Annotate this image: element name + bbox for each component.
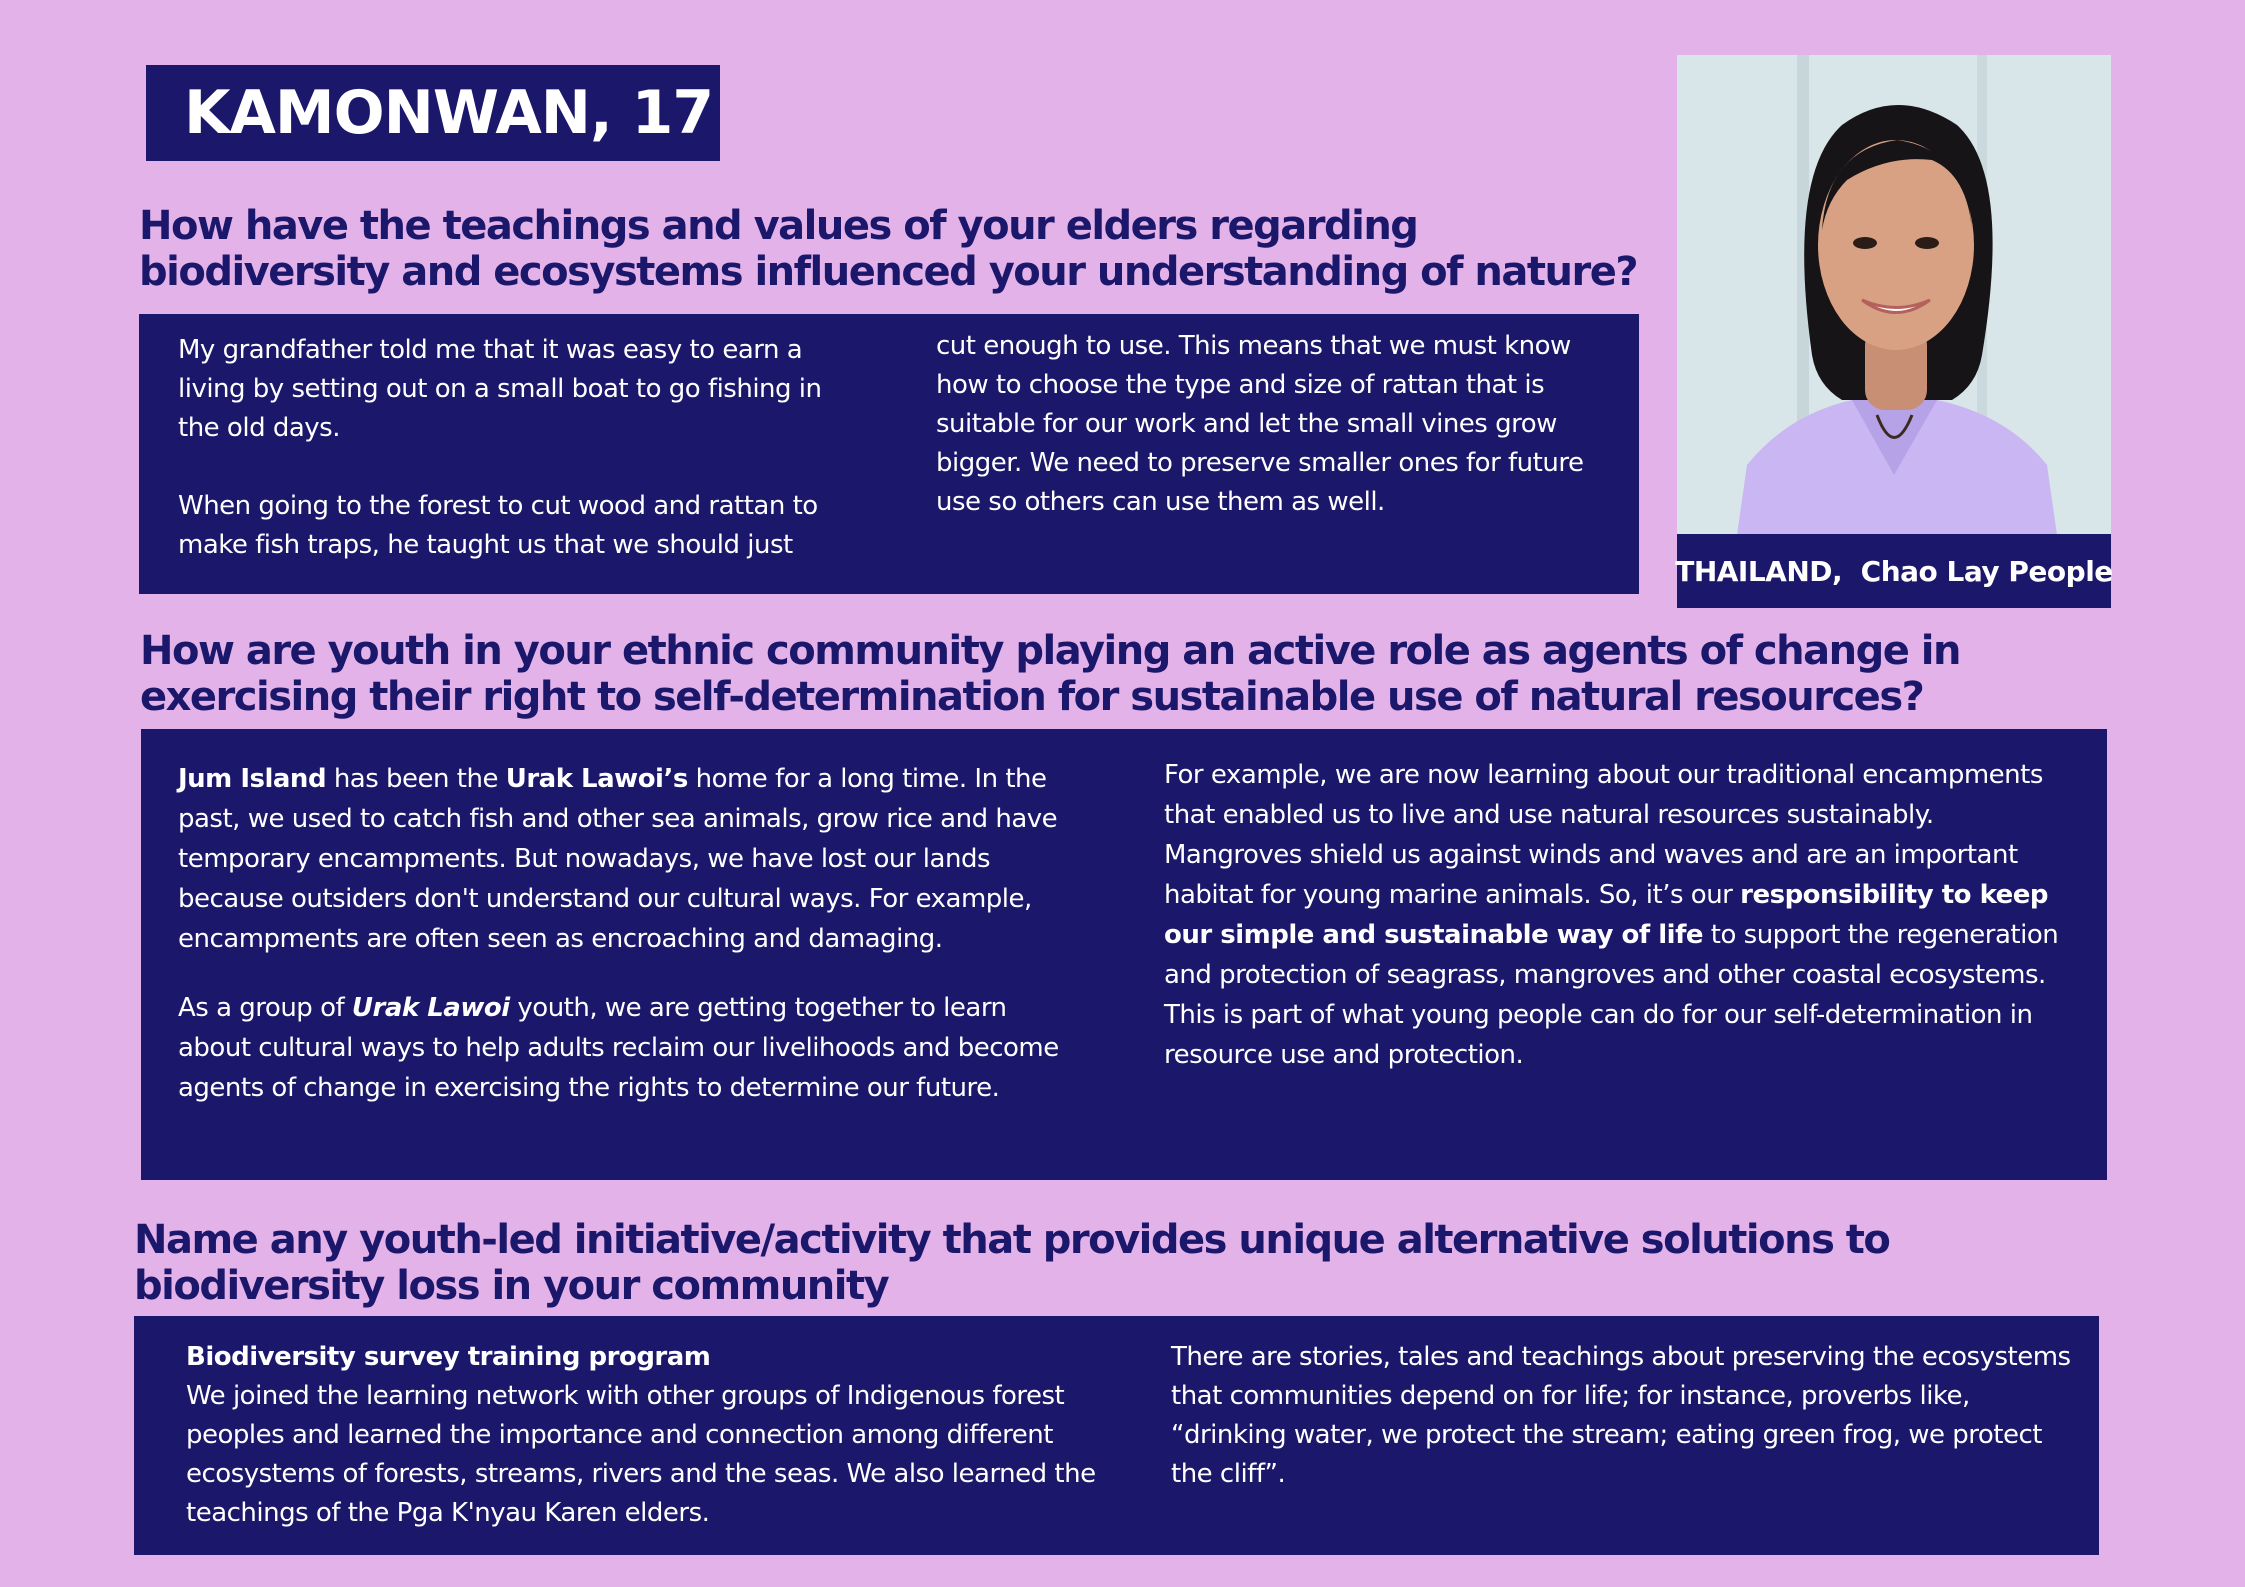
bold-text: Urak Lawoi’s bbox=[505, 764, 688, 794]
portrait-illustration bbox=[1677, 55, 2111, 535]
answer-1-column-left bbox=[178, 331, 858, 565]
answer-3-column-right bbox=[1171, 1338, 2071, 1494]
paragraph-text: has been the bbox=[326, 764, 506, 794]
answer-3-column-left bbox=[186, 1338, 1106, 1533]
answer-1-paragraph: My grandfather told me that it was easy to earn a living by setting out on a small boat to go fishing in the old days. bbox=[178, 335, 822, 443]
answer-1-paragraph: cut enough to use. This means that we must know how to choose the type and size of rattan that is suitable for our work and let the small vines grow bigger. We need to preserve smaller ones for future use so others can use them as well. bbox=[936, 331, 1584, 517]
bold-text: Jum Island bbox=[178, 764, 327, 794]
question-1-heading: How have the teachings and values of your elders regarding biodiversity and ecosystems influenced your understanding of nature? bbox=[139, 203, 1638, 295]
name-title: KAMONWAN, 17 bbox=[184, 78, 714, 148]
answer-2-column-right bbox=[1164, 755, 2074, 1075]
question-2-heading: How are youth in your ethnic community playing an active role as agents of change in exercising their right to self-determination for sustainable use of natural resources? bbox=[140, 628, 1960, 720]
paragraph-text: For example, we are now learning about our traditional encampments that enabled us to live and use natural resources sustainably. Mangroves shield us against winds and waves and are an important habitat for young marine animals. So, it’s our bbox=[1164, 760, 2043, 910]
initiative-heading bbox=[186, 1338, 1106, 1377]
bold-italic-text: Urak Lawoi bbox=[351, 993, 510, 1023]
paragraph-text: to support the regeneration and protection of seagrass, mangroves and other coastal ecosystems. This is part of what young people can do for our self-determination in resource use and protection. bbox=[1164, 920, 2059, 1070]
answer-2-column-left bbox=[178, 759, 1078, 1108]
paragraph-text: As a group of bbox=[178, 993, 352, 1023]
answer-2-paragraph bbox=[178, 988, 1078, 1108]
answer-2-panel bbox=[141, 729, 2107, 1180]
paragraph-text: home for a long time. In the past, we used to catch fish and other sea animals, grow rice and have temporary encampments. But nowadays, we have lost our lands because outsiders don't understand our cultural ways. For example, encampments are often seen as encroaching and damaging. bbox=[178, 764, 1058, 954]
answer-1-panel bbox=[139, 314, 1639, 594]
name-title-box bbox=[146, 65, 720, 161]
photo-caption: THAILAND, Chao Lay People bbox=[1677, 534, 2111, 608]
portrait-photo bbox=[1677, 55, 2111, 535]
bold-text: responsibility to keep our simple and sustainable way of life bbox=[1164, 880, 2049, 950]
answer-2-paragraph bbox=[1164, 755, 2074, 1075]
question-3-heading: Name any youth-led initiative/activity that provides unique alternative solutions to biodiversity loss in your community bbox=[134, 1217, 1890, 1309]
answer-3-paragraph: There are stories, tales and teachings about preserving the ecosystems that communities depend on for life; for instance, proverbs like, “drinking water, we protect the stream; eating green frog, we protect the cliff”. bbox=[1171, 1342, 2071, 1489]
answer-1-column-right bbox=[936, 327, 1596, 522]
bold-text: Biodiversity survey training program bbox=[186, 1342, 711, 1372]
answer-3-panel bbox=[134, 1316, 2099, 1555]
answer-3-paragraph: We joined the learning network with other groups of Indigenous forest peoples and learned the importance and connection among different ecosystems of forests, streams, rivers and the seas. We also learned the teachings of the Pga K'nyau Karen elders. bbox=[186, 1381, 1096, 1528]
answer-1-paragraph: When going to the forest to cut wood and rattan to make fish traps, he taught us that we should just bbox=[178, 491, 818, 560]
paragraph-text: youth, we are getting together to learn about cultural ways to help adults reclaim our livelihoods and become agents of change in exercising the rights to determine our future. bbox=[178, 993, 1059, 1103]
answer-2-paragraph bbox=[178, 759, 1078, 959]
